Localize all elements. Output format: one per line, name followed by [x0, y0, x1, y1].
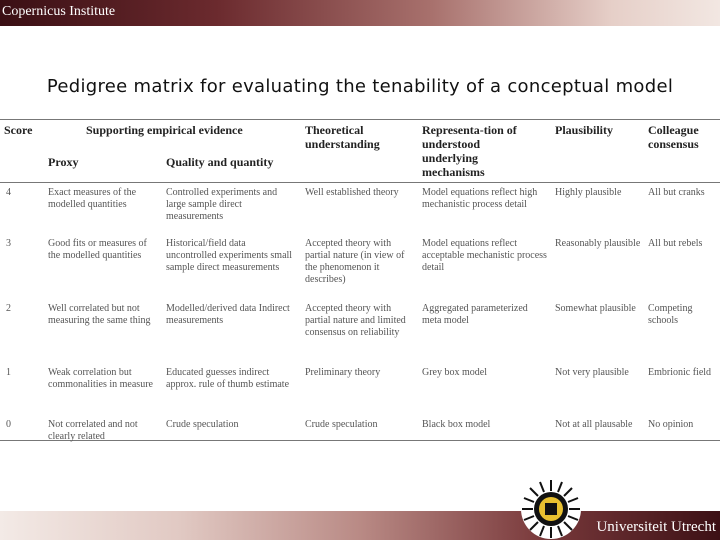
row-score: 3: [6, 238, 11, 249]
row-representation: Grey box model: [422, 367, 487, 378]
bottom-banner: [0, 511, 720, 540]
row-consensus: No opinion: [648, 419, 694, 430]
row-theory: Crude speculation: [305, 419, 378, 430]
row-representation: Black box model: [422, 419, 491, 430]
row-quality: Historical/field data uncontrolled experiments small sample direct measurements: [166, 238, 293, 273]
row-plausibility: Reasonably plausible: [555, 238, 641, 249]
row-score: 2: [6, 303, 11, 314]
row-consensus: All but cranks: [648, 187, 705, 198]
row-quality: Controlled experiments and large sample direct measurements: [166, 187, 278, 222]
row-proxy: Exact measures of the modelled quantities: [48, 187, 137, 210]
row-score: 4: [6, 187, 11, 198]
header-supporting-evidence: Supporting empirical evidence: [86, 123, 243, 137]
header-bottom-rule: [0, 182, 720, 183]
row-theory: Preliminary theory: [305, 367, 381, 378]
row-plausibility: Highly plausible: [555, 187, 622, 198]
row-representation: Model equations reflect acceptable mechanistic process detail: [422, 238, 547, 273]
row-representation: Aggregated parameterized meta model: [422, 303, 528, 326]
slide-title: Pedigree matrix for evaluating the tenability of a conceptual model: [46, 76, 674, 97]
header-plausibility: Plausibility: [555, 123, 614, 137]
row-quality: Crude speculation: [166, 419, 239, 430]
row-plausibility: Not very plausible: [555, 367, 629, 378]
row-proxy: Not correlated and not clearly related: [48, 419, 138, 442]
row-quality: Educated guesses indirect approx. rule of thumb estimate: [166, 367, 290, 390]
pedigree-matrix-table: [0, 119, 720, 441]
row-theory: Accepted theory with partial nature (in view of the phenomenon it describes): [305, 238, 405, 285]
row-score: 0: [6, 419, 11, 430]
top-banner: [0, 0, 720, 26]
row-proxy: Weak correlation but commonalities in measure: [48, 367, 153, 390]
row-theory: Well established theory: [305, 187, 399, 198]
header-proxy: Proxy: [48, 155, 79, 169]
university-seal-icon: [520, 478, 582, 540]
row-quality: Modelled/derived data Indirect measurements: [166, 303, 290, 326]
row-plausibility: Not at all plausable: [555, 419, 633, 430]
table-top-rule: [0, 119, 720, 120]
header-quality-quantity: Quality and quantity: [166, 155, 274, 169]
row-consensus: All but rebels: [648, 238, 703, 249]
header-score: Score: [4, 123, 33, 137]
row-consensus: Embrionic field: [648, 367, 712, 378]
row-consensus: Competing schools: [648, 303, 693, 326]
row-proxy: Good fits or measures of the modelled quantities: [48, 238, 147, 261]
header-theoretical-understanding: Theoretical understanding: [305, 123, 380, 151]
header-representation: Representa-tion of understood underlying mechanisms: [422, 123, 517, 179]
row-representation: Model equations reflect high mechanistic process detail: [422, 187, 538, 210]
institute-name: Copernicus Institute: [2, 4, 116, 19]
university-name: Universiteit Utrecht: [596, 519, 716, 535]
row-score: 1: [6, 367, 11, 378]
row-proxy: Well correlated but not measuring the same thing: [48, 303, 151, 326]
row-plausibility: Somewhat plausible: [555, 303, 636, 314]
header-colleague-consensus: Colleague consensus: [648, 123, 699, 151]
row-theory: Accepted theory with partial nature and limited consensus on reliability: [305, 303, 406, 338]
